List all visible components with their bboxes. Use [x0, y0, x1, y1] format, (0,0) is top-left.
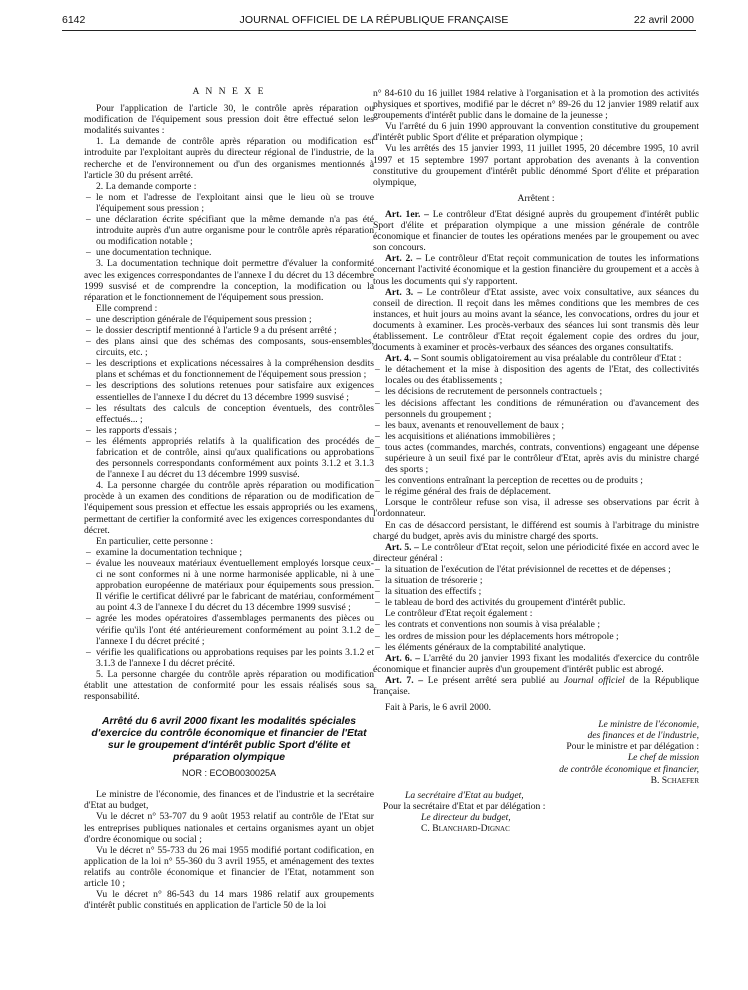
nor-reference: NOR : ECOB0030025A [181, 768, 277, 779]
list-item: – la situation des effectifs ; [373, 586, 699, 597]
list-item: – tous actes (commandes, marchés, contrats, conventions) engageant une dépense supérieure à un seuil fixé par le contrôleur d'Etat, après avis du ministre chargé des sports ; [373, 442, 699, 475]
signature-block-budget [373, 790, 699, 834]
list-item: – le nom et l'adresse de l'exploitant ainsi que le lieu où se trouve l'équipement sous pression ; [84, 192, 374, 214]
visa-paragraph: Vu le décret n° 86-543 du 14 mars 1986 relatif aux groupements d'intérêt public constitués en application de l'article 50 de la loi [84, 889, 374, 912]
signature-block-minister [373, 719, 699, 786]
list-item: – les éléments généraux de la comptabilité analytique. [373, 642, 699, 653]
list-item: – des plans ainsi que des schémas des composants, sous-ensembles, circuits, etc. ; [84, 336, 374, 358]
article-1 [373, 209, 699, 253]
article-5-list [373, 564, 699, 608]
article-3 [373, 287, 699, 354]
list-item: – les résultats des calculs de conception éventuels, des contrôles effectués... ; [84, 403, 374, 425]
list-item: – examine la documentation technique ; [84, 547, 374, 558]
article-7 [373, 675, 699, 697]
journal-title: JOURNAL OFFICIEL DE LA RÉPUBLIQUE FRANÇAISE [239, 14, 509, 26]
list-item: – les décisions affectant les conditions de rémunération ou d'avancement des personnels du groupement ; [373, 398, 699, 420]
signature-line: de contrôle économique et financier, [559, 763, 699, 775]
list-item: – le détachement et la mise à disposition des agents de l'Etat, des collectivités locales ou des établissements ; [373, 364, 699, 386]
article-4 [373, 353, 699, 364]
article-6 [373, 653, 699, 675]
page-number: 6142 [62, 14, 86, 26]
signatory-name: C. Blanchard-Dignac [421, 823, 510, 834]
page-header [0, 12, 748, 28]
list-item: – une déclaration écrite spécifiant que la même demande n'a pas été introduite auprès d'un autre organisme pour le contrôle après réparation ou modification notable ; [84, 214, 374, 247]
signature-line: des finances et de l'industrie, [587, 730, 699, 742]
article-text: Le contrôleur d'Etat assiste, avec voix consultative, aux séances du conseil de direction. Il reçoit dans les mêmes conditions que les membres de ces instances, et huit jours au moins avant la séance, les convocations, ordres du jour et documents à examiner. Les procès-verbaux des séances lui sont transmis dès leur établissement. Le contrôleur d'Etat reçoit également copie des ordres du jour, documents à examiner et procès-verbaux des séances des organes consultatifs. [373, 286, 699, 354]
list-item: – les ordres de mission pour les déplacements hors métropole ; [373, 631, 699, 642]
article-2 [373, 253, 699, 286]
article-label: Art. 5. – [385, 541, 419, 553]
annex-point-1: 1. La demande de contrôle après réparation ou modification est introduite par l'exploitant auprès du directeur régional de l'industrie, de la recherche et de l'environnement ou d'un des organismes mentionnés à l'article 30 du présent arrêté. [84, 136, 374, 181]
list-item: – agrée les modes opératoires d'assemblages permanents des pièces ou vérifie qu'ils l'ont été antérieurement conformément au point 3.1.2 de l'annexe I du décret précité ; [84, 613, 374, 646]
annex-point-4-lead: En particulier, cette personne : [96, 535, 214, 547]
annex-point-4: 4. La personne chargée du contrôle après réparation ou modification procède à un examen des conditions de réparation ou de modification de l'équipement sous pression et effectue les essais appropriés ou les examens permettant de certifier la conformité avec les exigences correspondantes du décret. [84, 480, 374, 536]
ministers-intro: Le ministre de l'économie, des finances et de l'industrie et la secrétaire d'Etat au budget, [84, 789, 374, 812]
article-text: Le contrôleur d'Etat désigné auprès du groupement d'intérêt public Sport d'élite et préparation olympique a une mission générale de contrôle économique et financier de toutes les opérations menées par le groupement ou avec son concours. [373, 208, 699, 254]
article-text: L'arrêté du 20 janvier 1993 fixant les modalités d'exercice du contrôle économique et financier auprès d'un groupement d'intérêt public est abrogé. [373, 652, 699, 675]
list-item: – évalue les nouveaux matériaux éventuellement employés lorsque ceux-ci ne sont conformes ni à une norme harmonisée applicable, ni à une approbation européenne de matériaux pour équipements sous pression. Il vérifie le certificat délivré par le fabricant de matériau, conformément au point 4.3 de l'annexe I du décret du 13 décembre 1999 susvisé ; [84, 558, 374, 613]
list-item: – une description générale de l'équipement sous pression ; [84, 314, 374, 325]
point-2-list [84, 192, 374, 259]
article-4-refusal: Lorsque le contrôleur refuse son visa, il adresse ses observations par écrit à l'ordonnateur. [373, 497, 699, 520]
list-item: – la situation de l'exécution de l'état prévisionnel de recettes et de dépenses ; [373, 564, 699, 575]
list-item: – les descriptions et explications nécessaires à la compréhension desdits plans et schémas et du fonctionnement de l'équipement sous pression ; [84, 358, 374, 380]
article-4-arbitration: En cas de désaccord persistant, le différend est soumis à l'arbitrage du ministre chargé du budget, après avis du ministre chargé des sports. [373, 519, 699, 542]
list-item: – le tableau de bord des activités du groupement d'intérêt public. [373, 597, 699, 608]
article-label: Art. 1er. – [385, 208, 429, 220]
point-3-list [84, 314, 374, 480]
list-item: – les éléments appropriés relatifs à la qualification des procédés de fabrication et de contrôle, ainsi qu'aux qualifications ou approbations des personnels correspondants conformément aux points 3.1.2 et 3.1.3 de l'annexe I au décret du 13 décembre 1999 susvisé. [84, 436, 374, 480]
signature-line: Le ministre de l'économie, [598, 719, 699, 731]
left-column [84, 86, 374, 911]
right-column [373, 88, 699, 834]
signature-date: Fait à Paris, le 6 avril 2000. [385, 702, 492, 714]
annex-point-5: 5. La personne chargée du contrôle après réparation ou modification établit une attestation de conformité pour les essais réalisés sous sa responsabilité. [84, 668, 374, 703]
list-item: – vérifie les qualifications ou approbations requises par les points 3.1.2 et 3.1.3 de l'annexe I du décret précité. [84, 647, 374, 669]
list-item: – une documentation technique. [84, 247, 374, 258]
issue-date: 22 avril 2000 [633, 14, 694, 26]
article-5 [373, 542, 699, 564]
annex-point-3: 3. La documentation technique doit permettre d'évaluer la conformité avec les exigences correspondantes de l'annexe I du décret du 13 décembre 1999 susvisé et de comprendre la conception, la modification ou la réparation et le fonctionnement de l'équipement sous pression. [84, 258, 374, 303]
list-item: – les décisions de recrutement de personnels contractuels ; [373, 386, 699, 397]
list-item: – les rapports d'essais ; [84, 425, 374, 436]
article-text: Sont soumis obligatoirement au visa préalable du contrôleur d'Etat : [420, 353, 682, 365]
visa-paragraph: Vu l'arrêté du 6 juin 1990 approuvant la convention constitutive du groupement d'intérêt public Sport d'élite et préparation olympique ; [373, 121, 699, 144]
article-5-lead: Le contrôleur d'Etat reçoit également : [385, 608, 533, 620]
visa-paragraph: Vu le décret n° 53-707 du 9 août 1953 relatif au contrôle de l'Etat sur les entreprises publiques nationales et certains organismes ayant un objet d'ordre économique ou social ; [84, 811, 374, 845]
annex-intro: Pour l'application de l'article 30, le contrôle après réparation ou modification de l'équipement sous pression doit être effectué selon les modalités suivantes : [84, 103, 374, 137]
list-item: – la situation de trésorerie ; [373, 575, 699, 586]
article-text: Le présent arrêté sera publié au [427, 674, 560, 686]
arrete-title: Arrêté du 6 avril 2000 fixant les modalités spéciales d'exercice du contrôle économique et financier de l'Etat sur le groupement d'intérêt public Sport d'élite et préparation olympique [91, 716, 367, 764]
annex-title: A N N E X E [192, 86, 266, 97]
list-item: – les descriptions des solutions retenues pour satisfaire aux exigences essentielles de l'annexe I du décret du 13 décembre 1999 susvisé ; [84, 380, 374, 402]
article-label: Art. 2. – [385, 253, 422, 265]
list-item: – les contrats et conventions non soumis à visa préalable ; [373, 619, 699, 630]
signature-line: Le chef de mission [627, 752, 699, 764]
visa-continuation: n° 84-610 du 16 juillet 1984 relative à l'organisation et à la promotion des activités physiques et sportives, modifié par le décret n° 89-26 du 12 janvier 1989 relatif aux groupements d'intérêt public dans le domaine de la jeunesse ; [373, 88, 699, 122]
article-text: Le contrôleur d'Etat reçoit, selon une périodicité fixée en accord avec le directeur général : [373, 541, 699, 564]
list-item: – les baux, avenants et renouvellement de baux ; [373, 420, 699, 431]
list-item: – les acquisitions et aliénations immobilières ; [373, 431, 699, 442]
article-4-list [373, 364, 699, 497]
annex-point-3-lead: Elle comprend : [96, 302, 158, 314]
signature-line: La secrétaire d'Etat au budget, [405, 789, 524, 801]
article-text: Le contrôleur d'Etat reçoit communication de toutes les informations concernant l'activité économique et la gestion financière du groupement et a accès à tous les documents qui s'y rapportent. [373, 253, 699, 287]
list-item: – le dossier descriptif mentionné à l'article 9 a du présent arrêté ; [84, 325, 374, 336]
signatory-name: B. Schaefer [650, 774, 699, 786]
signature-line: Le directeur du budget, [421, 811, 511, 823]
article-label: Art. 7. – [385, 674, 424, 686]
article-label: Art. 4. – [385, 353, 419, 365]
list-item: – les conventions entraînant la perception de recettes ou de produits ; [373, 475, 699, 486]
annex-point-2: 2. La demande comporte : [96, 180, 197, 192]
visa-paragraph: Vu le décret n° 55-733 du 26 mai 1955 modifié portant codification, en application de la loi n° 55-360 du 3 avril 1955, et aménagement des textes relatifs au contrôle économique et financier de l'Etat, notamment son article 10 ; [84, 844, 374, 889]
signature-line: Pour le ministre et par délégation : [566, 741, 699, 753]
article-label: Art. 6. – [385, 652, 421, 664]
article-text: de la République française. [373, 674, 700, 697]
point-4-list [84, 547, 374, 669]
header-rule [62, 30, 696, 31]
list-item: – le régime général des frais de déplacement. [373, 486, 699, 497]
article-5b-list [373, 619, 699, 652]
arretent-heading: Arrêtent : [517, 192, 555, 204]
signature-line: Pour la secrétaire d'Etat et par délégation : [383, 800, 546, 812]
journal-name: Journal officiel [563, 674, 625, 686]
article-label: Art. 3. – [385, 286, 423, 298]
visa-paragraph: Vu les arrêtés des 15 janvier 1993, 11 juillet 1995, 20 décembre 1995, 10 avril 1997 et 15 septembre 1997 portant approbation des avenants à la convention constitutive du groupement d'intérêt public dénommé Sport d'élite et préparation olympique, [373, 143, 699, 188]
